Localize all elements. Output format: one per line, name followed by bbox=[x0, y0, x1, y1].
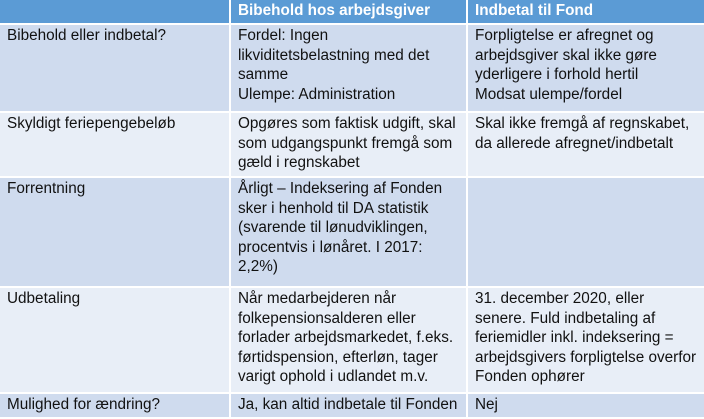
cell-indbetal bbox=[467, 177, 704, 287]
cell-indbetal: Nej bbox=[467, 393, 704, 418]
cell-indbetal: Skal ikke fremgå af regnskabet, da allerede afregnet/indbetalt bbox=[467, 112, 704, 177]
cell-bibehold: Når medarbejderen når folkepensionsalderen eller forlader arbejdsmarkedet, f.eks. førtidspension, efterløn, tager varigt ophold i udlandet m.v. bbox=[230, 287, 467, 393]
table-row bbox=[0, 112, 704, 177]
table-row bbox=[0, 287, 704, 393]
table-row bbox=[0, 24, 704, 112]
cell-bibehold: Fordel: Ingen likviditetsbelastning med det samme Ulempe: Administration bbox=[230, 24, 467, 112]
cell-indbetal: Forpligtelse er afregnet og arbejdsgiver skal ikke gøre yderligere i forhold hertil Modsat ulempe/fordel bbox=[467, 24, 704, 112]
cell-indbetal: 31. december 2020, eller senere. Fuld indbetaling af feriemidler inkl. indeksering = arbejdsgivers forpligtelse overfor Fonden ophører bbox=[467, 287, 704, 393]
row-label: Forrentning bbox=[0, 177, 230, 287]
cell-bibehold: Ja, kan altid indbetale til Fonden bbox=[230, 393, 467, 418]
row-label: Udbetaling bbox=[0, 287, 230, 393]
header-row bbox=[0, 0, 704, 24]
header-indbetal: Indbetal til Fond bbox=[467, 0, 704, 24]
row-label: Skyldigt feriepengebeløb bbox=[0, 112, 230, 177]
cell-bibehold: Opgøres som faktisk udgift, skal som udgangspunkt fremgå som gæld i regnskabet bbox=[230, 112, 467, 177]
cell-bibehold: Årligt – Indeksering af Fonden sker i henhold til DA statistik (svarende til lønudviklingen, procentvis i lønåret. I 2017: 2,2%) bbox=[230, 177, 467, 287]
header-bibehold: Bibehold hos arbejdsgiver bbox=[230, 0, 467, 24]
table-row bbox=[0, 177, 704, 287]
row-label: Bibehold eller indbetal? bbox=[0, 24, 230, 112]
header-empty bbox=[0, 0, 230, 24]
row-label: Mulighed for ændring? bbox=[0, 393, 230, 418]
table-row bbox=[0, 393, 704, 418]
